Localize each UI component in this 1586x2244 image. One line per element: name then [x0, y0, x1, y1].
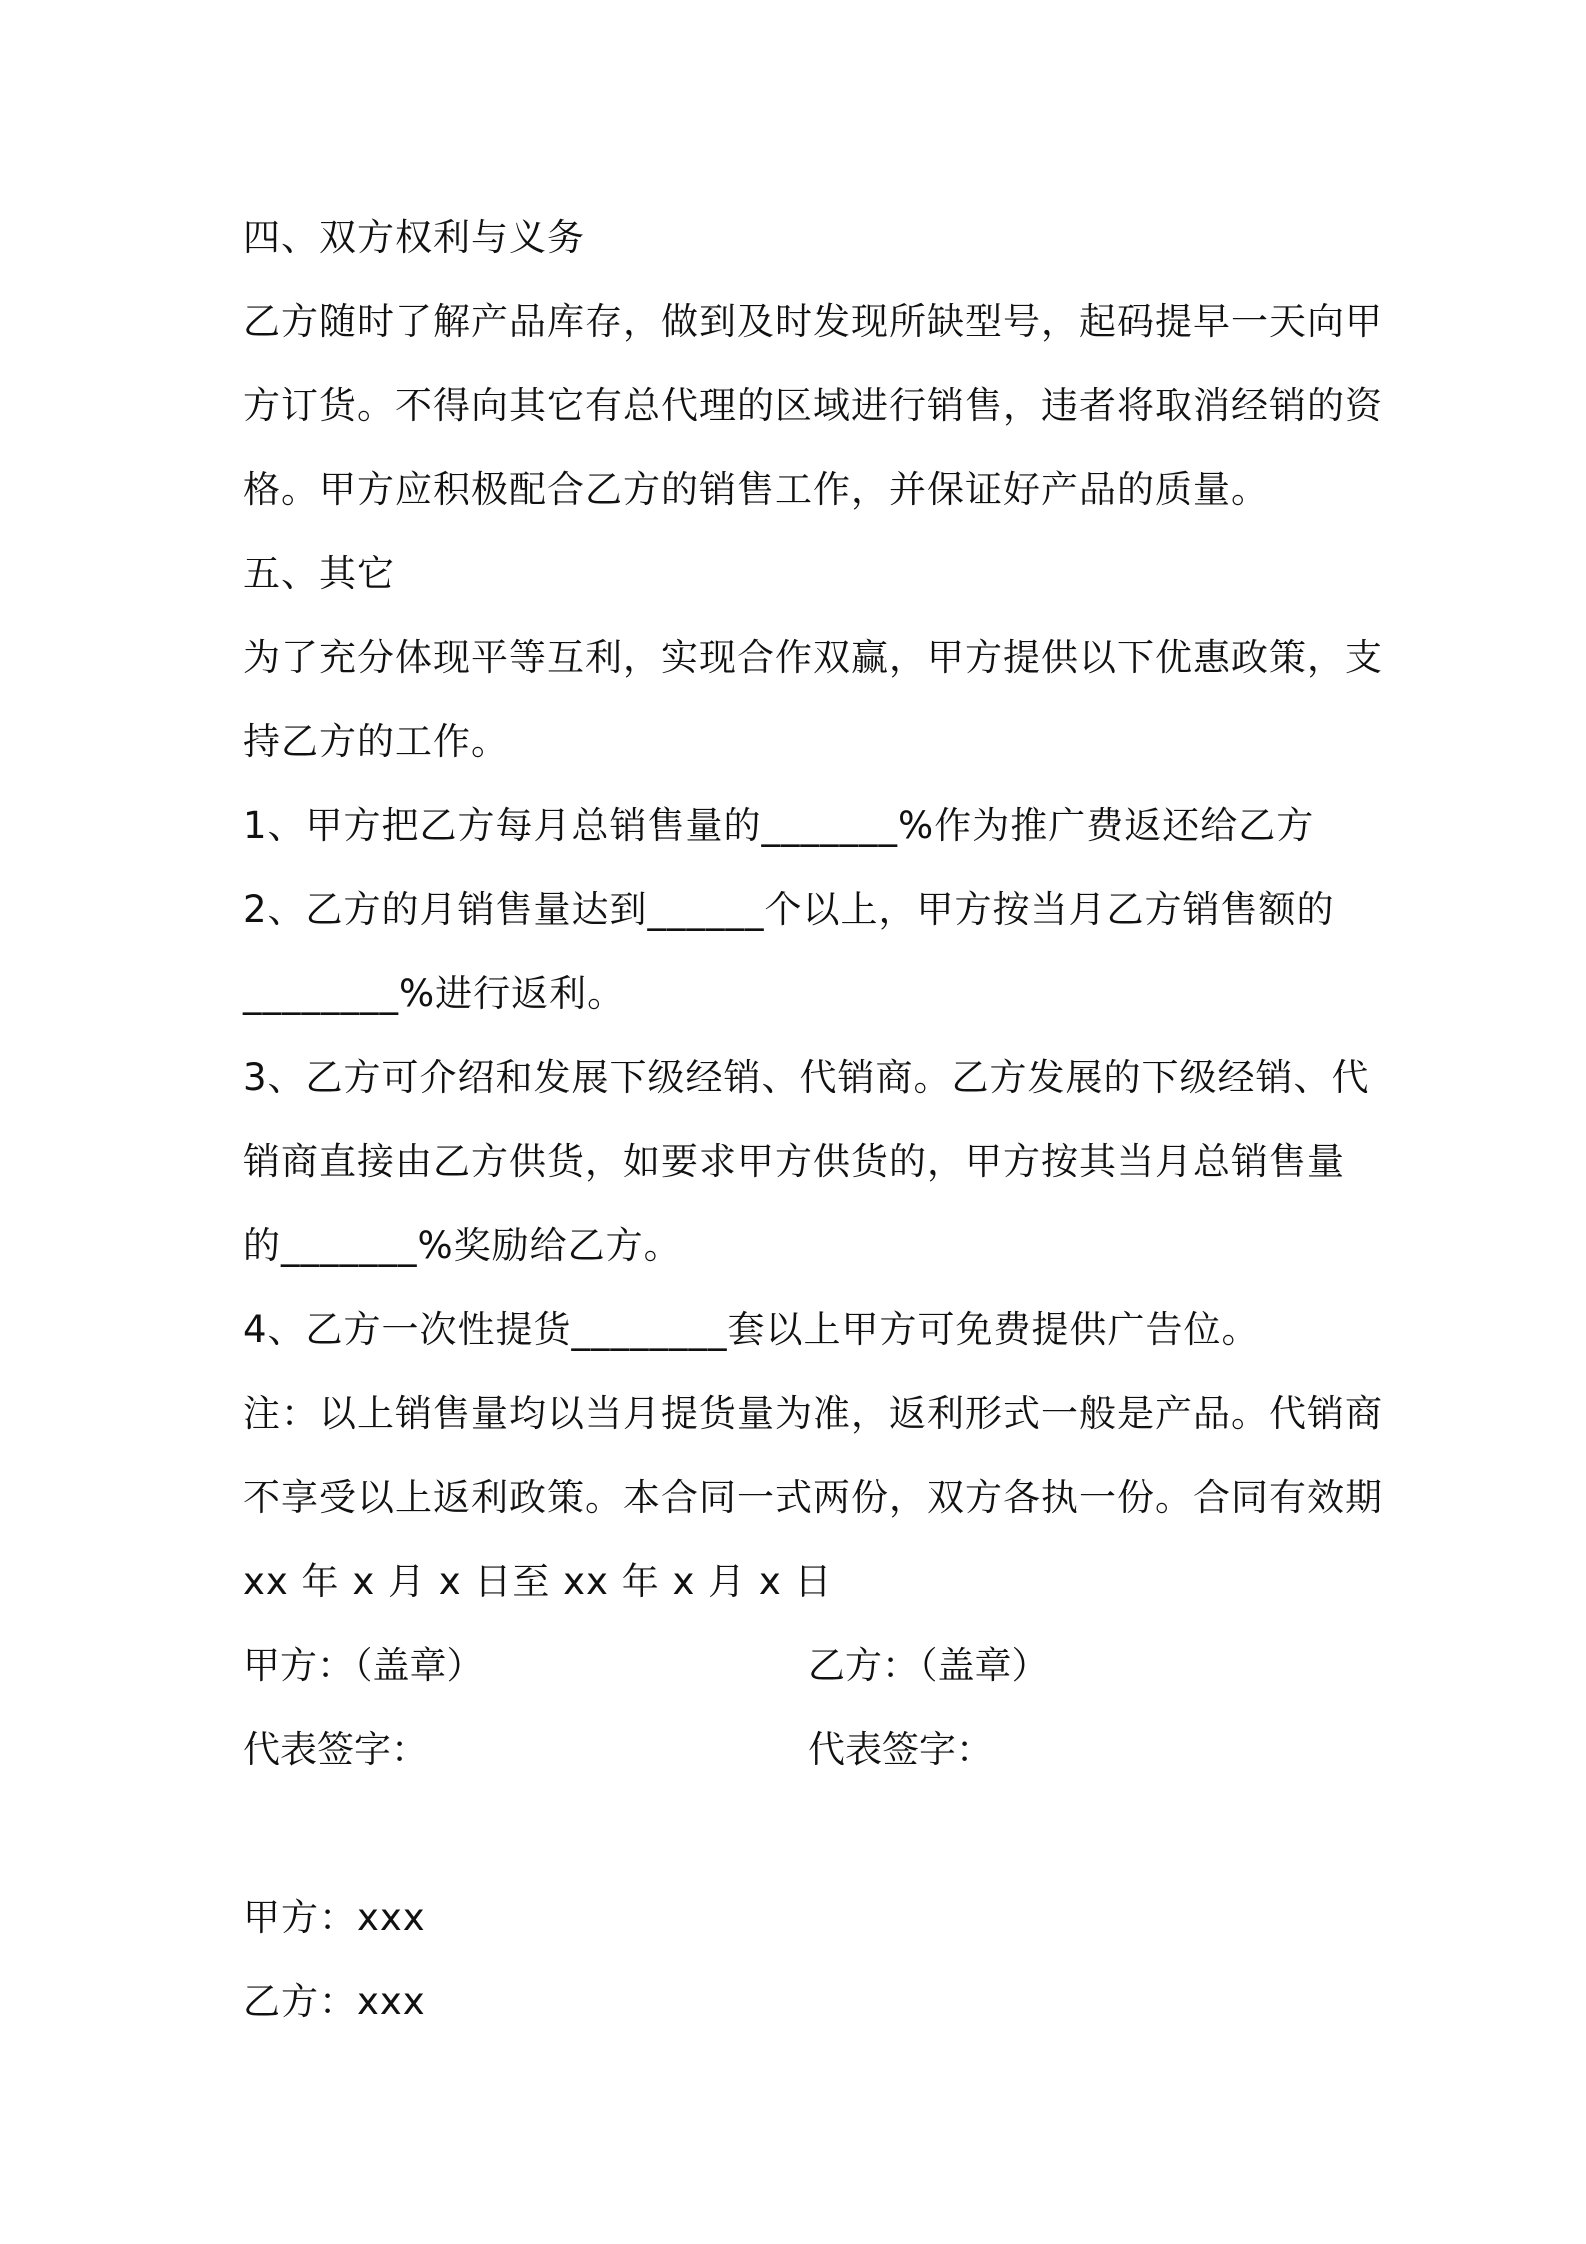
section-5-title: 五、其它 [243, 552, 395, 595]
section-5-intro-1: 为了充分体现平等互利，实现合作双赢，甲方提供以下优惠政策，支 [243, 636, 1383, 679]
blank-space [243, 1792, 1363, 1876]
clause-2-line-2: ________%进行返利。 [243, 972, 626, 1015]
party-a-seal: 甲方：（盖章） [243, 1644, 484, 1687]
section-4-line-1: 乙方随时了解产品库存，做到及时发现所缺型号，起码提早一天向甲 [243, 300, 1383, 343]
clause-4: 4、乙方一次性提货________套以上甲方可免费提供广告位。 [243, 1308, 1260, 1351]
contract-page [243, 196, 1383, 2044]
section-4-line-3: 格。甲方应积极配合乙方的销售工作，并保证好产品的质量。 [243, 468, 1269, 511]
note-line-2: 不享受以上返利政策。本合同一式两份，双方各执一份。合同有效期 [243, 1476, 1383, 1519]
party-b-seal: 乙方：（盖章） [808, 1644, 1049, 1687]
clause-3-line-3: 的_______%奖励给乙方。 [243, 1224, 682, 1267]
party-b-name: 乙方：xxx [243, 1980, 426, 2023]
note-line-1: 注：以上销售量均以当月提货量为准，返利形式一般是产品。代销商 [243, 1392, 1383, 1435]
section-4-title: 四、双方权利与义务 [243, 216, 585, 259]
section-5-intro-2: 持乙方的工作。 [243, 720, 509, 763]
party-b-representative: 代表签字： [808, 1728, 993, 1771]
validity-period: xx 年 x 月 x 日至 xx 年 x 月 x 日 [243, 1560, 833, 1603]
party-a-representative: 代表签字： [243, 1728, 428, 1771]
clause-1: 1、甲方把乙方每月总销售量的_______%作为推广费返还给乙方 [243, 804, 1315, 847]
clause-3-line-2: 销商直接由乙方供货，如要求甲方供货的，甲方按其当月总销售量 [243, 1140, 1345, 1183]
clause-3-line-1: 3、乙方可介绍和发展下级经销、代销商。乙方发展的下级经销、代 [243, 1056, 1370, 1099]
seal-row [243, 1624, 1363, 1708]
representative-row [243, 1708, 1363, 1792]
clause-2-line-1: 2、乙方的月销售量达到______个以上，甲方按当月乙方销售额的 [243, 888, 1335, 931]
section-4-line-2: 方订货。不得向其它有总代理的区域进行销售，违者将取消经销的资 [243, 384, 1383, 427]
party-a-name: 甲方：xxx [243, 1896, 426, 1939]
